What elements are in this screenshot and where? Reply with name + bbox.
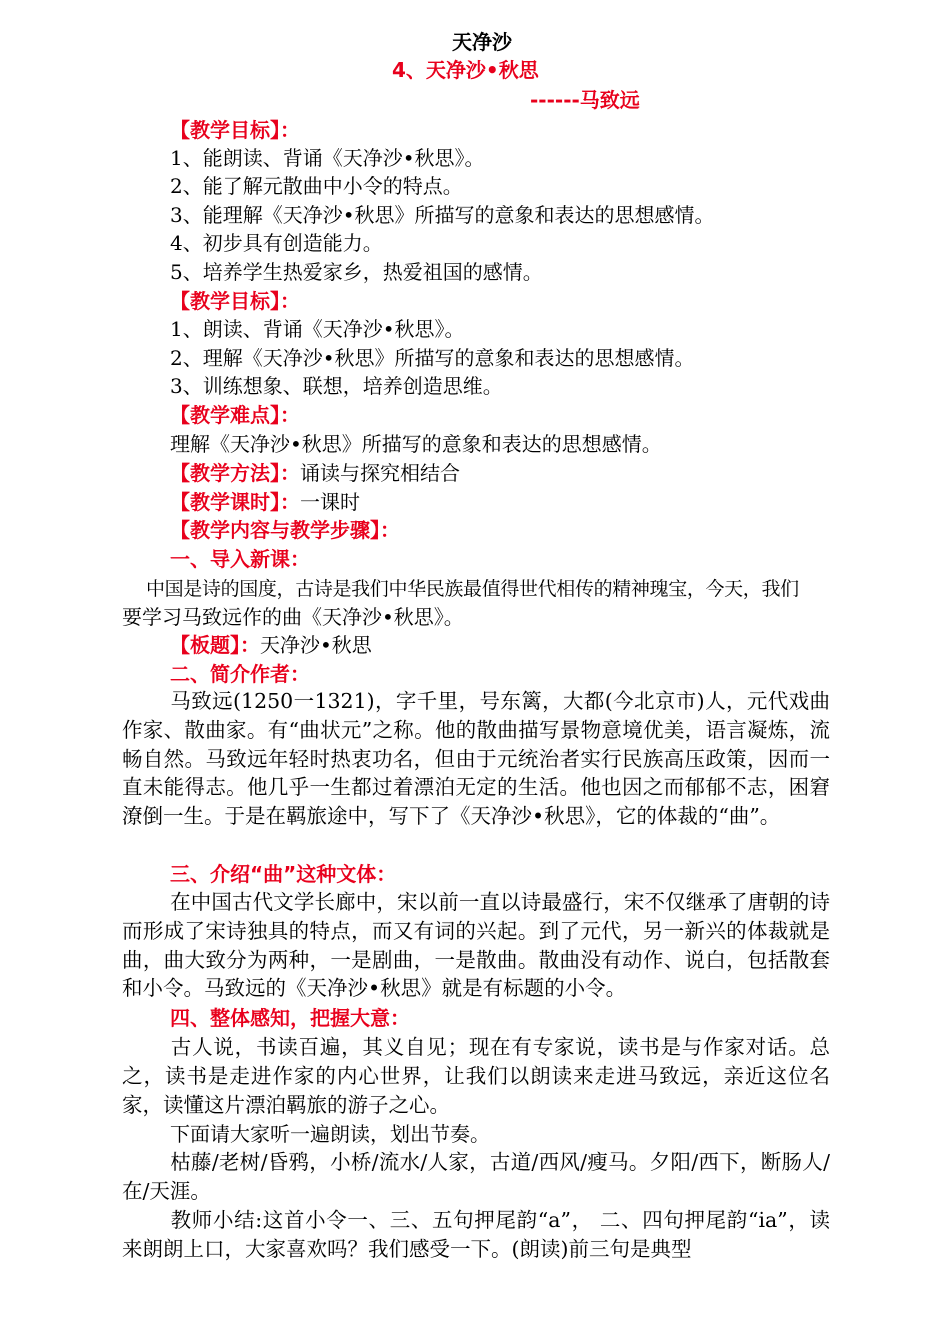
hours-heading: 【教学课时】： — [170, 490, 300, 514]
goal-item: 5、培养学生热爱家乡，热爱祖国的感情。 — [170, 260, 543, 284]
section4-paragraph-4 — [122, 1206, 830, 1264]
goal-item: 3、能理解《天净沙•秋思》所描写的意象和表达的思想感情。 — [170, 203, 715, 227]
hours-row — [170, 488, 360, 516]
difficulty-text: 理解《天净沙•秋思》所描写的意象和表达的思想感情。 — [170, 432, 662, 456]
difficulty-heading: 【教学难点】： — [170, 403, 300, 427]
section1-line1: 中国是诗的国度，古诗是我们中华民族最值得世代相传的精神瑰宝，今天，我们 — [146, 578, 799, 600]
lesson-title: 4、天净沙•秋思 — [392, 58, 539, 82]
content-heading: 【教学内容与教学步骤】： — [170, 518, 400, 542]
section3-heading: 三、介绍“曲”这种文体： — [170, 862, 397, 886]
section2-text: 马致远(1250一1321)，字千里，号东篱，大都(今北京市)人，元代戏曲作家、散曲家。有“曲状元”之称。他的散曲描写景物意境优美，语言凝炼，流畅自然。马致远年轻时热衷功名，但由于元统治者实行民族高压政策，因而一直未能得志。他几乎一生都过着漂泊无定的生活。他也因之而郁郁不志，困窘潦倒一生。于是在羁旅途中，写下了《天净沙•秋思》，它的体裁的“曲”。 — [122, 689, 830, 829]
section4-paragraph-1 — [122, 1033, 830, 1119]
section4-paragraph-2: 下面请大家听一遍朗读，划出节奏。 — [170, 1122, 490, 1146]
section2-paragraph — [122, 687, 830, 831]
method-text: 诵读与探究相结合 — [300, 461, 460, 485]
section3-paragraph — [122, 888, 830, 1003]
goal-item: 1、朗读、背诵《天净沙•秋思》。 — [170, 317, 465, 341]
section1-line2: 要学习马致远作的曲《天净沙•秋思》。 — [122, 605, 464, 629]
board-text: 天净沙•秋思 — [260, 633, 372, 657]
section2-heading: 二、简介作者： — [170, 662, 310, 686]
goal-item: 3、训练想象、联想，培养创造思维。 — [170, 374, 503, 398]
hours-text: 一课时 — [300, 490, 360, 514]
author-line: ------马致远 — [530, 88, 640, 112]
goal-item: 2、理解《天净沙•秋思》所描写的意象和表达的思想感情。 — [170, 346, 695, 370]
method-row — [170, 459, 460, 487]
section1-heading: 一、导入新课： — [170, 547, 310, 571]
goals-heading-1: 【教学目标】： — [170, 118, 300, 142]
goal-item: 2、能了解元散曲中小令的特点。 — [170, 174, 463, 198]
main-title: 天净沙 — [452, 30, 512, 54]
goal-item: 1、能朗读、背诵《天净沙•秋思》。 — [170, 146, 485, 170]
section4-text-4: 教师小结:这首小令一、三、五句押尾韵“a”， 二、四句押尾韵“ia”，读来朗朗上口，大家喜欢吗？我们感受一下。(朗读)前三句是典型 — [122, 1208, 830, 1261]
section3-text: 在中国古代文学长廊中，宋以前一直以诗最盛行，宋不仅继承了唐朝的诗而形成了宋诗独具的特点，而又有词的兴起。到了元代，另一新兴的体裁就是曲，曲大致分为两种，一是剧曲，一是散曲。散曲没有动作、说白，包括散套和小令。马致远的《天净沙•秋思》就是有标题的小令。 — [122, 890, 830, 1001]
board-heading: 【板题】： — [170, 633, 260, 657]
section4-heading: 四、整体感知，把握大意： — [170, 1006, 410, 1030]
method-heading: 【教学方法】： — [170, 461, 300, 485]
board-row — [170, 631, 372, 659]
goal-item: 4、初步具有创造能力。 — [170, 231, 383, 255]
section4-text-1: 古人说，书读百遍，其义自见；现在有专家说，读书是与作家对话。总之，读书是走进作家的内心世界，让我们以朗读来走进马致远，亲近这位名家，读懂这片漂泊羁旅的游子之心。 — [122, 1035, 830, 1117]
section4-paragraph-3 — [122, 1148, 830, 1206]
section4-text-3: 枯藤/老树/昏鸦，小桥/流水/人家，古道/西风/瘦马。夕阳/西下，断肠人/在/天涯。 — [122, 1150, 830, 1203]
goals-heading-2: 【教学目标】： — [170, 289, 300, 313]
